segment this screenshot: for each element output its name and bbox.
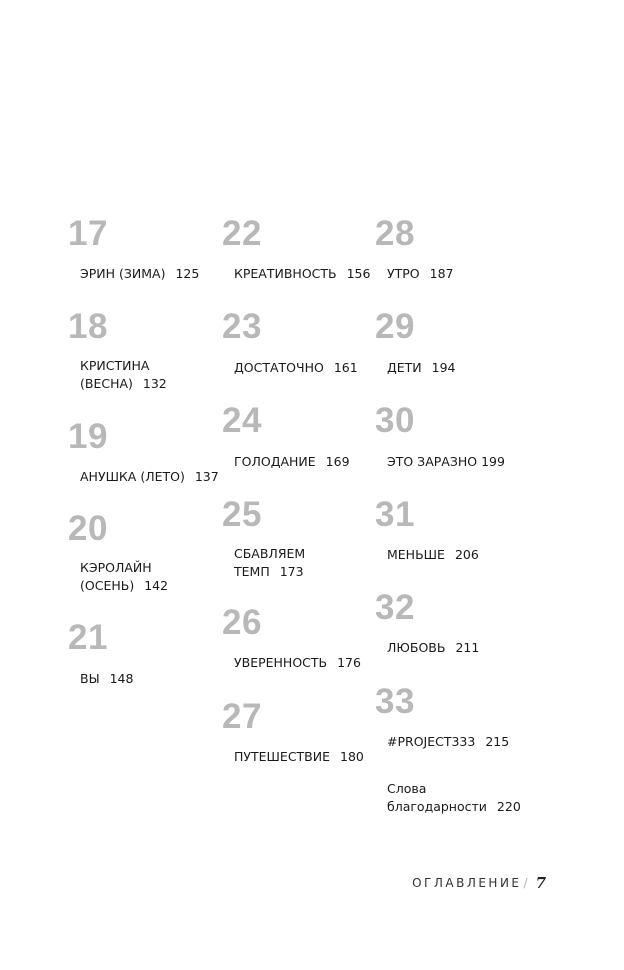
page-number: 211 xyxy=(455,640,480,655)
page-number: 215 xyxy=(485,734,510,749)
chapter-title: ТЕМП xyxy=(234,564,270,579)
chapter-title: благодарности xyxy=(387,799,487,814)
chapter-number: 33 xyxy=(375,682,415,721)
chapter-title: ЛЮБОВЬ xyxy=(387,640,446,655)
chapter-number: 19 xyxy=(68,417,108,456)
chapter-title: ЭРИН (ЗИМА) xyxy=(80,266,166,281)
page-number: 206 xyxy=(454,547,479,562)
chapter-number: 32 xyxy=(375,588,415,627)
page-number: 161 xyxy=(333,360,358,375)
chapter-title: СБАВЛЯЕМ xyxy=(234,546,306,561)
chapter-number: 24 xyxy=(222,401,262,440)
page-number-footer: 7 xyxy=(535,874,546,892)
chapter-number: 26 xyxy=(222,603,262,642)
page-number: 169 xyxy=(325,454,350,469)
chapter-title: Слова xyxy=(387,781,427,796)
chapter-number: 29 xyxy=(375,307,415,346)
chapter-title: #PROJECT333 xyxy=(387,734,476,749)
page-number: 125 xyxy=(175,266,200,281)
page-number: 173 xyxy=(279,564,304,579)
chapter-title: ДОСТАТОЧНО xyxy=(234,360,324,375)
chapter-number: 28 xyxy=(375,214,415,253)
page-number: 156 xyxy=(346,266,371,281)
toc-entry[interactable] xyxy=(80,468,219,486)
toc-entry[interactable] xyxy=(80,670,133,688)
page-number: 220 xyxy=(496,799,521,814)
page-number: 132 xyxy=(142,376,167,391)
chapter-title: (ОСЕНЬ) xyxy=(80,578,135,593)
page-number: 194 xyxy=(431,360,456,375)
page-number: 199 xyxy=(481,454,505,469)
running-footer xyxy=(412,874,546,892)
chapter-title: КЭРОЛАЙН xyxy=(80,560,152,575)
toc-entry[interactable] xyxy=(387,780,521,816)
footer-separator: / xyxy=(523,876,528,890)
toc-entry[interactable] xyxy=(80,265,199,283)
chapter-number: 21 xyxy=(68,618,108,657)
toc-entry[interactable] xyxy=(387,733,509,751)
chapter-number: 27 xyxy=(222,697,262,736)
chapter-number: 22 xyxy=(222,214,262,253)
toc-entry[interactable] xyxy=(387,453,505,471)
page-number: 176 xyxy=(337,655,361,670)
chapter-number: 30 xyxy=(375,401,415,440)
chapter-title: ГОЛОДАНИЕ xyxy=(234,454,316,469)
chapter-title: ДЕТИ xyxy=(387,360,422,375)
page-number: 148 xyxy=(109,671,134,686)
toc-entry[interactable] xyxy=(387,639,479,657)
toc-entry[interactable] xyxy=(234,453,350,471)
toc-entry[interactable] xyxy=(80,559,168,595)
toc-entry[interactable] xyxy=(387,359,456,377)
chapter-number: 20 xyxy=(68,509,108,548)
toc-entry[interactable] xyxy=(387,546,479,564)
toc-entry[interactable] xyxy=(80,357,167,393)
chapter-title: КРИСТИНА xyxy=(80,358,150,373)
chapter-title: УТРО xyxy=(387,266,420,281)
toc-entry[interactable] xyxy=(234,654,361,672)
chapter-title: ВЫ xyxy=(80,671,100,686)
toc-entry[interactable] xyxy=(234,545,305,581)
toc-entry[interactable] xyxy=(234,748,364,766)
page-number: 142 xyxy=(144,578,169,593)
page-number: 137 xyxy=(194,469,219,484)
chapter-title: УВЕРЕННОСТЬ xyxy=(234,655,328,670)
section-title: ОГЛАВЛЕНИЕ xyxy=(412,876,522,890)
toc-entry[interactable] xyxy=(234,359,358,377)
chapter-number: 25 xyxy=(222,495,262,534)
chapter-title: (ВЕСНА) xyxy=(80,376,133,391)
chapter-title: ПУТЕШЕСТВИЕ xyxy=(234,749,331,764)
chapter-number: 18 xyxy=(68,307,108,346)
page-number: 187 xyxy=(429,266,454,281)
toc-entry[interactable] xyxy=(387,265,454,283)
chapter-number: 23 xyxy=(222,307,262,346)
toc-entry[interactable] xyxy=(234,265,370,283)
chapter-title: АНУШКА (ЛЕТО) xyxy=(80,469,185,484)
chapter-title: КРЕАТИВНОСТЬ xyxy=(234,266,337,281)
page-number: 180 xyxy=(340,749,364,764)
chapter-number: 31 xyxy=(375,495,415,534)
chapter-number: 17 xyxy=(68,214,108,253)
chapter-title: МЕНЬШЕ xyxy=(387,547,445,562)
chapter-title: ЭТО ЗАРАЗНО xyxy=(387,454,478,469)
